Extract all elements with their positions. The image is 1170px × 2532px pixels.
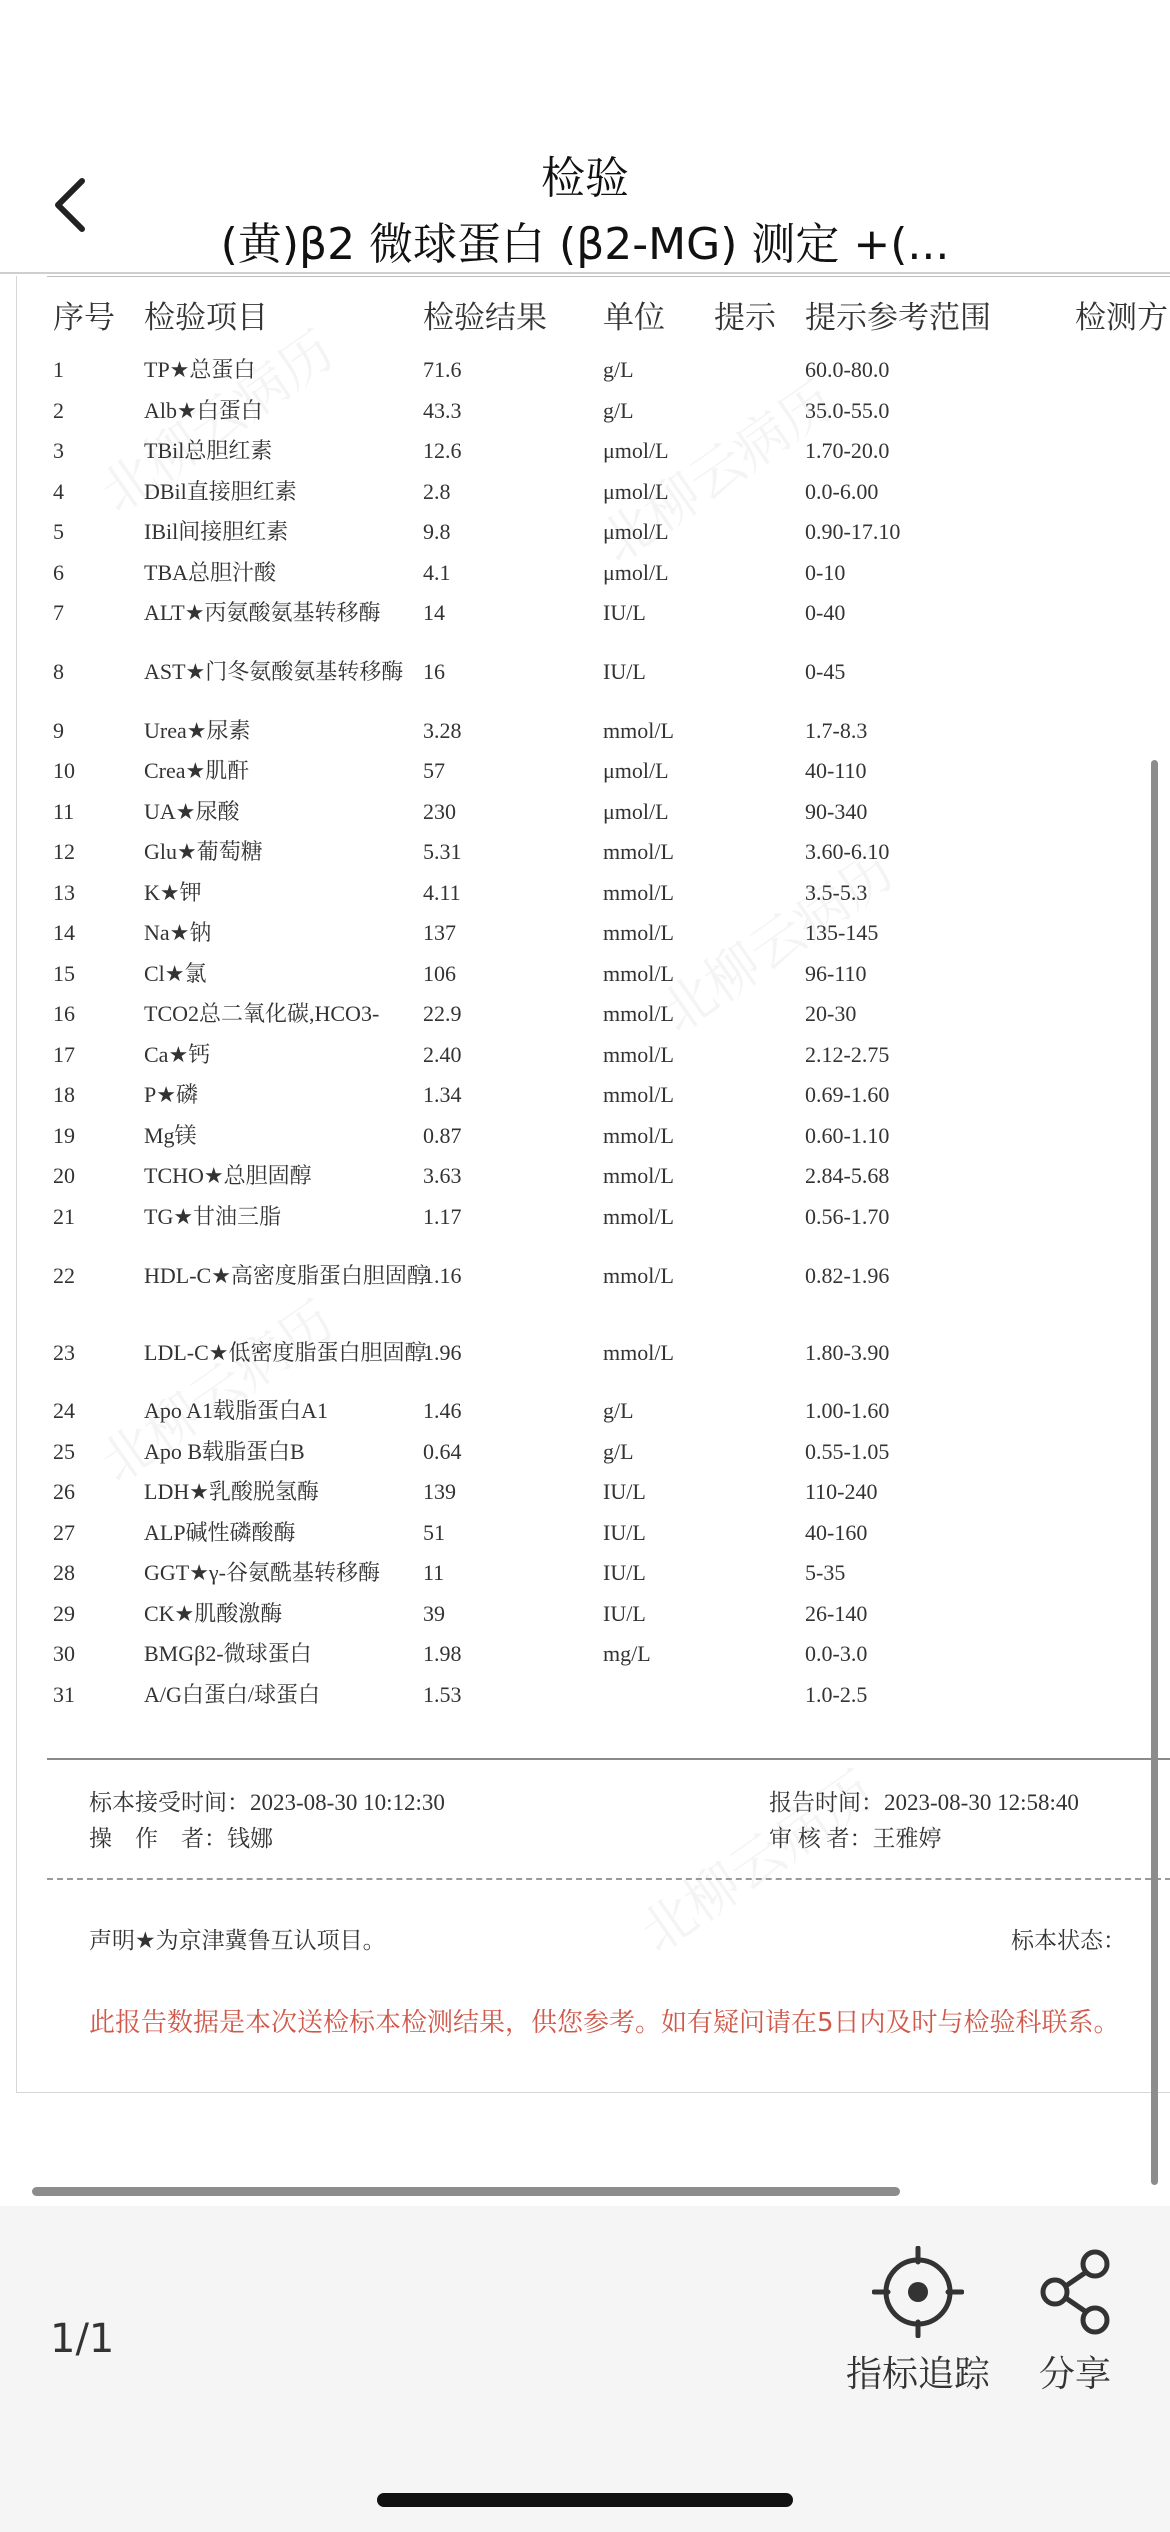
row-index: 24 (53, 1398, 75, 1424)
row-index: 27 (53, 1519, 75, 1545)
row-result: 1.16 (423, 1262, 462, 1288)
row-item-name: P★磷 (144, 1082, 198, 1108)
row-unit: IU/L (603, 659, 646, 684)
row-unit: g/L (603, 1438, 634, 1464)
row-reference: 1.0-2.5 (805, 1681, 868, 1707)
row-index: 13 (53, 879, 75, 905)
row-item-name: TCO2总二氧化碳,HCO3- (144, 1001, 380, 1027)
row-result: 5.31 (423, 839, 462, 865)
row-reference: 0.69-1.60 (805, 1082, 890, 1108)
row-index: 12 (53, 839, 75, 865)
row-reference: 110-240 (805, 1479, 878, 1505)
nav-header (0, 0, 1170, 275)
row-reference: 1.7-8.3 (805, 717, 868, 743)
row-index: 2 (53, 397, 64, 423)
row-item-name: HDL-C★高密度脂蛋白胆固醇 (144, 1262, 429, 1288)
row-unit: mmol/L (603, 1122, 674, 1148)
row-item-name: GGT★γ-谷氨酰基转移酶 (144, 1560, 380, 1586)
row-item-name: Urea★尿素 (144, 717, 251, 743)
row-result: 1.34 (423, 1082, 462, 1108)
row-item-name: Apo B载脂蛋白B (144, 1438, 305, 1464)
row-index: 17 (53, 1041, 75, 1067)
row-result: 106 (423, 960, 456, 986)
table-row (17, 954, 1170, 995)
row-unit: IU/L (603, 1519, 646, 1545)
row-result: 3.63 (423, 1163, 462, 1189)
row-unit: mmol/L (603, 717, 674, 743)
row-reference: 3.60-6.10 (805, 839, 890, 865)
row-unit: mmol/L (603, 1041, 674, 1067)
row-unit: mmol/L (603, 1082, 674, 1108)
row-reference: 3.5-5.3 (805, 879, 868, 905)
row-result: 137 (423, 920, 456, 946)
table-row (17, 913, 1170, 954)
table-row (17, 472, 1170, 513)
row-item-name: TCHO★总胆固醇 (144, 1163, 312, 1189)
row-item-name: LDL-C★低密度脂蛋白胆固醇 (144, 1339, 427, 1365)
row-index: 5 (53, 519, 64, 545)
row-index: 28 (53, 1560, 75, 1586)
row-index: 26 (53, 1479, 75, 1505)
horizontal-scrollbar[interactable] (32, 2187, 900, 2196)
row-unit: g/L (603, 357, 634, 383)
row-unit: IU/L (603, 1600, 646, 1626)
row-result: 22.9 (423, 1001, 462, 1027)
column-header-reference: 提示参考范围 (805, 300, 991, 336)
table-row (17, 832, 1170, 873)
row-unit: mmol/L (603, 1001, 674, 1027)
row-item-name: CK★肌酸激酶 (144, 1600, 283, 1626)
table-row (17, 1594, 1170, 1635)
table-row (17, 1237, 1170, 1314)
table-row (17, 350, 1170, 391)
dashed-divider (47, 1878, 1170, 1880)
row-result: 1.96 (423, 1339, 462, 1365)
row-reference: 1.70-20.0 (805, 438, 890, 464)
vertical-scrollbar[interactable] (1151, 760, 1158, 2185)
table-row (17, 593, 1170, 634)
receive-time: 标本接受时间：2023-08-30 10:12:30 (89, 1790, 445, 1815)
row-index: 21 (53, 1203, 75, 1229)
row-unit: IU/L (603, 600, 646, 626)
divider (47, 1758, 1170, 1760)
row-result: 4.11 (423, 879, 461, 905)
row-reference: 0.60-1.10 (805, 1122, 890, 1148)
table-row (17, 1116, 1170, 1157)
row-reference: 96-110 (805, 960, 867, 986)
sample-status: 标本状态： (1011, 1928, 1126, 1954)
reviewer: 审 核 者：王雅婷 (769, 1826, 942, 1851)
row-unit: μmol/L (603, 798, 669, 824)
row-item-name: Apo A1载脂蛋白A1 (144, 1398, 328, 1424)
row-reference: 40-110 (805, 758, 867, 784)
row-unit: mmol/L (603, 839, 674, 865)
row-item-name: TP★总蛋白 (144, 357, 256, 383)
row-item-name: TBA总胆汁酸 (144, 559, 277, 585)
column-header-index: 序号 (53, 300, 115, 336)
row-item-name: ALT★丙氨酸氨基转移酶 (144, 600, 381, 626)
row-index: 15 (53, 960, 75, 986)
row-reference: 2.84-5.68 (805, 1163, 890, 1189)
table-row (17, 792, 1170, 833)
row-index: 31 (53, 1681, 75, 1707)
row-unit: μmol/L (603, 559, 669, 585)
share-button[interactable] (1030, 2246, 1120, 2397)
row-index: 25 (53, 1438, 75, 1464)
row-index: 20 (53, 1163, 75, 1189)
table-row (17, 1197, 1170, 1238)
row-result: 9.8 (423, 519, 451, 545)
table-row (17, 512, 1170, 553)
row-result: 230 (423, 798, 456, 824)
row-unit: IU/L (603, 1479, 646, 1505)
table-row (17, 1553, 1170, 1594)
row-item-name: TBil总胆红素 (144, 438, 273, 464)
column-header-item: 检验项目 (144, 300, 268, 336)
report-time: 报告时间：2023-08-30 12:58:40 (769, 1790, 1079, 1815)
page-title: 检验 (541, 153, 629, 204)
row-index: 29 (53, 1600, 75, 1626)
row-index: 9 (53, 717, 64, 743)
table-row (17, 711, 1170, 752)
bottom-bar (0, 2206, 1170, 2532)
row-reference: 1.00-1.60 (805, 1398, 890, 1424)
row-result: 11 (423, 1560, 445, 1586)
statement: 声明★为京津冀鲁互认项目。 (89, 1928, 386, 1954)
table-row (17, 1432, 1170, 1473)
row-reference: 0.0-6.00 (805, 478, 879, 504)
row-index: 4 (53, 478, 64, 504)
row-reference: 0-10 (805, 559, 846, 585)
table-header (17, 292, 1170, 348)
row-result: 16 (423, 659, 445, 684)
column-header-method: 检测方 (1075, 300, 1168, 336)
row-item-name: Crea★肌酐 (144, 758, 250, 784)
row-index: 19 (53, 1122, 75, 1148)
row-reference: 20-30 (805, 1001, 857, 1027)
row-item-name: ALP碱性磷酸酶 (144, 1519, 296, 1545)
row-item-name: IBil间接胆红素 (144, 519, 289, 545)
row-unit: mmol/L (603, 960, 674, 986)
row-result: 51 (423, 1519, 445, 1545)
indicator-tracking-button[interactable] (838, 2246, 998, 2397)
row-item-name: UA★尿酸 (144, 798, 240, 824)
row-index: 23 (53, 1339, 75, 1365)
row-item-name: Mg镁 (144, 1122, 197, 1148)
row-reference: 0.90-17.10 (805, 519, 901, 545)
table-row (17, 1035, 1170, 1076)
row-unit: mmol/L (603, 1339, 674, 1365)
table-row (17, 1513, 1170, 1554)
divider (0, 272, 1170, 274)
row-result: 0.87 (423, 1122, 462, 1148)
row-result: 1.53 (423, 1681, 462, 1707)
row-unit: IU/L (603, 1560, 646, 1586)
row-item-name: K★钾 (144, 879, 202, 905)
row-result: 12.6 (423, 438, 462, 464)
row-reference: 40-160 (805, 1519, 868, 1545)
row-index: 6 (53, 559, 64, 585)
table-row (17, 1075, 1170, 1116)
report-frame (16, 276, 1170, 2093)
table-row (17, 1156, 1170, 1197)
row-index: 3 (53, 438, 64, 464)
row-result: 14 (423, 600, 445, 626)
indicator-tracking-label: 指标追踪 (845, 2354, 990, 2395)
row-result: 71.6 (423, 357, 462, 383)
results-table (17, 350, 1170, 1715)
row-result: 3.28 (423, 717, 462, 743)
row-item-name: Cl★氯 (144, 960, 207, 986)
row-index: 10 (53, 758, 75, 784)
row-result: 1.98 (423, 1641, 462, 1667)
row-result: 2.8 (423, 478, 451, 504)
column-header-result: 检验结果 (423, 300, 547, 336)
row-unit: g/L (603, 1398, 634, 1424)
row-unit (603, 1675, 753, 1716)
row-index: 11 (53, 798, 75, 824)
divider (47, 276, 1170, 277)
row-index: 14 (53, 920, 75, 946)
row-result: 39 (423, 1600, 445, 1626)
row-unit: μmol/L (603, 438, 669, 464)
table-row (17, 994, 1170, 1035)
row-unit: g/L (603, 397, 634, 423)
row-unit: μmol/L (603, 519, 669, 545)
row-item-name: LDH★乳酸脱氢酶 (144, 1479, 319, 1505)
row-result: 139 (423, 1479, 456, 1505)
row-index: 1 (53, 357, 64, 383)
row-unit: mmol/L (603, 920, 674, 946)
row-index: 30 (53, 1641, 75, 1667)
row-unit: mg/L (603, 1641, 651, 1667)
table-row (17, 1472, 1170, 1513)
table-row (17, 751, 1170, 792)
table-row (17, 634, 1170, 711)
row-result: 2.40 (423, 1041, 462, 1067)
row-reference: 0.0-3.0 (805, 1641, 868, 1667)
report-notice: 此报告数据是本次送检标本检测结果，供您参考。如有疑问请在5日内及时与检验科联系。 (89, 2008, 1120, 2038)
home-indicator (377, 2493, 793, 2507)
row-unit: mmol/L (603, 1203, 674, 1229)
row-item-name: Alb★白蛋白 (144, 397, 263, 423)
row-reference: 0-45 (805, 659, 846, 684)
row-index: 8 (53, 659, 64, 684)
row-reference: 135-145 (805, 920, 879, 946)
row-item-name: TG★甘油三脂 (144, 1203, 282, 1229)
row-item-name: BMGβ2-微球蛋白 (144, 1641, 312, 1667)
share-label: 分享 (1038, 2354, 1111, 2395)
row-result: 1.46 (423, 1398, 462, 1424)
row-reference: 0-40 (805, 600, 846, 626)
row-result: 4.1 (423, 559, 451, 585)
page-subtitle: (黄)β2 微球蛋白 (β2-MG) 测定 +(... (220, 219, 950, 270)
row-reference: 2.12-2.75 (805, 1041, 890, 1067)
page-indicator: 1/1 (50, 2316, 115, 2362)
row-unit: μmol/L (603, 478, 669, 504)
row-index: 22 (53, 1262, 75, 1288)
row-index: 7 (53, 600, 64, 626)
row-unit: mmol/L (603, 1262, 674, 1288)
table-row (17, 553, 1170, 594)
row-item-name: Ca★钙 (144, 1041, 211, 1067)
row-result: 1.17 (423, 1203, 462, 1229)
row-reference: 90-340 (805, 798, 868, 824)
row-unit: mmol/L (603, 1163, 674, 1189)
row-result: 43.3 (423, 397, 462, 423)
row-index: 18 (53, 1082, 75, 1108)
row-reference: 1.80-3.90 (805, 1339, 890, 1365)
table-row (17, 431, 1170, 472)
column-header-unit: 单位 (603, 300, 665, 336)
row-reference: 0.82-1.96 (805, 1262, 890, 1288)
column-header-hint: 提示 (714, 300, 776, 336)
share-icon (1035, 2246, 1115, 2338)
table-row (17, 1391, 1170, 1432)
row-reference: 26-140 (805, 1600, 868, 1626)
row-reference: 0.56-1.70 (805, 1203, 890, 1229)
row-item-name: AST★门冬氨酸氨基转移酶 (144, 659, 404, 684)
table-row (17, 1314, 1170, 1391)
row-reference: 0.55-1.05 (805, 1438, 890, 1464)
row-unit: μmol/L (603, 758, 669, 784)
table-row (17, 1675, 1170, 1716)
table-row (17, 1634, 1170, 1675)
row-unit: mmol/L (603, 879, 674, 905)
row-index: 16 (53, 1001, 75, 1027)
row-item-name: Na★钠 (144, 920, 212, 946)
row-result: 0.64 (423, 1438, 462, 1464)
row-item-name: Glu★葡萄糖 (144, 839, 263, 865)
table-row (17, 391, 1170, 432)
operator: 操 作 者：钱娜 (89, 1826, 273, 1851)
table-row (17, 873, 1170, 914)
row-reference: 60.0-80.0 (805, 357, 890, 383)
row-item-name: A/G白蛋白/球蛋白 (144, 1681, 321, 1707)
row-result: 57 (423, 758, 445, 784)
row-reference: 5-35 (805, 1560, 846, 1586)
row-reference: 35.0-55.0 (805, 397, 890, 423)
row-item-name: DBil直接胆红素 (144, 478, 297, 504)
crosshair-icon (872, 2246, 964, 2338)
